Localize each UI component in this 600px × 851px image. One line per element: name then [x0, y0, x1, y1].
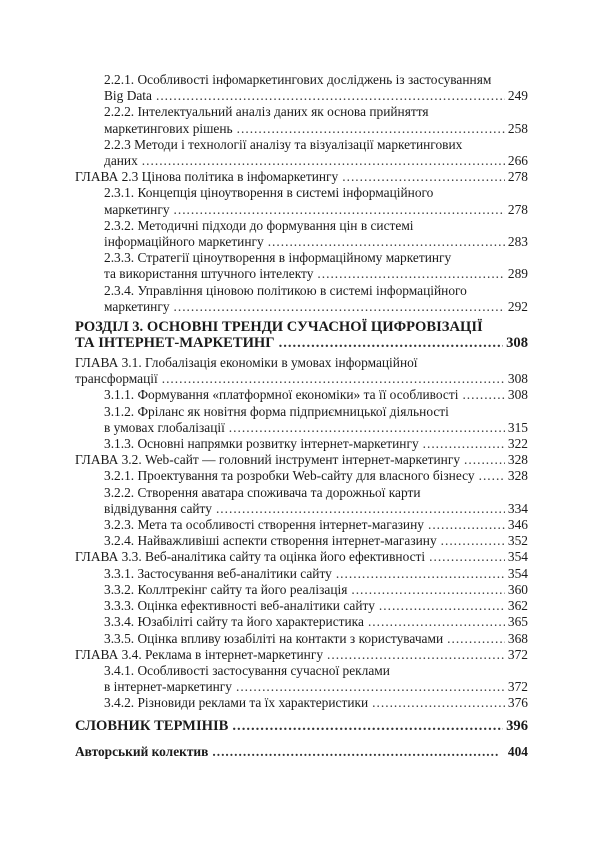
page-number: 376 — [507, 695, 528, 711]
dot-leader — [351, 582, 505, 598]
toc-entry-line — [104, 299, 528, 315]
dot-leader — [212, 743, 499, 760]
toc-entry-title: інформаційного маркетингу — [104, 234, 264, 250]
toc-entry-line — [104, 234, 528, 250]
toc-authors[interactable] — [75, 743, 528, 760]
toc-subsection-entry[interactable] — [75, 137, 528, 169]
toc-chapter-entry[interactable] — [75, 452, 528, 468]
toc-entry-line — [104, 436, 528, 452]
toc-entry-title: 2.3.1. Концепція ціноутворення в системі інформаційного — [104, 185, 434, 201]
toc-subsection-entry[interactable] — [75, 663, 528, 695]
toc-entry-title: 3.3.1. Застосування веб-аналітики сайту — [104, 565, 332, 581]
page-number: 354 — [507, 549, 528, 565]
glossary-title: СЛОВНИК ТЕРМІНІВ — [75, 717, 229, 734]
page-number: 249 — [507, 88, 528, 104]
toc-entry-title: 3.1.1. Формування «платформної економіки» та її особливості — [104, 387, 459, 403]
toc-entry-line — [104, 468, 528, 484]
toc-entry-title: 2.2.1. Особливості інфомаркетингових досліджень із застосуванням — [104, 72, 492, 87]
toc-entry-line — [104, 185, 528, 201]
page-number: 334 — [507, 500, 528, 516]
toc-subsection-entry[interactable] — [75, 404, 528, 436]
dot-leader — [232, 718, 503, 735]
dot-leader — [174, 299, 505, 315]
page-number: 308 — [507, 371, 528, 387]
dot-leader — [372, 695, 505, 711]
toc-entry-title: 3.2.4. Найважливіші аспекти створення інтернет-магазину — [104, 533, 437, 549]
page-number: 258 — [507, 120, 528, 136]
toc-entry-line — [104, 250, 528, 266]
toc-subsection-entry[interactable] — [75, 695, 528, 711]
toc-entry-title: ГЛАВА 3.3. Веб-аналітика сайту та оцінка його ефективності — [75, 549, 426, 565]
page-number: 278 — [507, 169, 528, 185]
toc-entry-line — [104, 679, 528, 695]
toc-entry-title: 3.3.2. Коллтрекінг сайту та його реалізація — [104, 581, 348, 597]
dot-leader — [441, 533, 505, 549]
toc-entry-line — [104, 631, 528, 647]
toc-entry-title: 2.2.3 Методи і технології аналізу та візуалізації маркетингових — [104, 136, 463, 152]
toc-entry-line — [104, 88, 528, 104]
toc-subsection-entry[interactable] — [75, 387, 528, 403]
page-number: 346 — [507, 517, 528, 533]
toc-chapter-entry[interactable] — [75, 355, 528, 387]
toc-entry-title: 3.1.2. Фріланс як новітня форма підприємницької діяльності — [104, 403, 449, 419]
toc-entry-title: 3.4.2. Різновиди реклами та їх характеристики — [104, 695, 369, 711]
toc-entry-line — [104, 202, 528, 218]
page-number: 283 — [507, 234, 528, 250]
toc-entry-title: маркетингу — [104, 298, 170, 314]
toc-entry-line — [104, 695, 528, 711]
toc-subsection-entry[interactable] — [75, 566, 528, 582]
toc-entry-title: відвідування сайту — [104, 500, 212, 516]
toc-subsection-entry[interactable] — [75, 598, 528, 614]
toc-entry-title: 3.3.3. Оцінка ефективності веб-аналітики сайту — [104, 598, 375, 614]
dot-leader — [464, 452, 505, 468]
page-number: 266 — [507, 153, 528, 169]
dot-leader — [279, 336, 504, 352]
toc-entry-title: 3.4.1. Особливості застосування сучасної реклами — [104, 662, 390, 678]
toc-chapter-entry[interactable] — [75, 169, 528, 185]
page-number: 352 — [507, 533, 528, 549]
toc-entry-title: 3.3.4. Юзабіліті сайту та його характеристика — [104, 614, 364, 630]
toc-subsection-entry[interactable] — [75, 436, 528, 452]
toc-entry-line — [104, 266, 528, 282]
table-of-contents — [75, 72, 528, 760]
toc-entry-line — [75, 452, 528, 468]
page-number: 308 — [507, 387, 528, 403]
page-number: 328 — [507, 468, 528, 484]
dot-leader — [428, 517, 505, 533]
toc-subsection-entry[interactable] — [75, 517, 528, 533]
dot-leader — [479, 468, 505, 484]
dot-leader — [174, 202, 505, 218]
page-number: 372 — [507, 646, 528, 662]
page-number: 278 — [507, 201, 528, 217]
dot-leader — [237, 121, 505, 137]
toc-entry-line — [104, 420, 528, 436]
toc-entry-line — [104, 663, 528, 679]
toc-entry-title: 3.2.2. Створення аватара споживача та дорожньої карти — [104, 484, 421, 500]
dot-leader — [317, 266, 505, 282]
dot-leader — [342, 169, 505, 185]
toc-entry-line — [104, 283, 528, 299]
toc-entry-line — [104, 218, 528, 234]
toc-entry-title: ГЛАВА 3.1. Глобалізація економіки в умовах інформаційної — [75, 355, 418, 371]
toc-entry-title: ГЛАВА 2.3 Цінова політика в інфомаркетингу — [75, 169, 339, 185]
toc-subsection-entry[interactable] — [75, 250, 528, 282]
toc-entry-line — [104, 501, 528, 517]
toc-subsection-entry[interactable] — [75, 283, 528, 315]
dot-leader — [156, 88, 505, 104]
toc-entry-line — [104, 582, 528, 598]
toc-entry-line — [104, 72, 528, 88]
toc-entry-line — [104, 104, 528, 120]
toc-entry-title: 2.2.2. Інтелектуальний аналіз даних як основа прийняття — [104, 104, 429, 120]
toc-entry-line — [104, 517, 528, 533]
toc-entry-line — [104, 533, 528, 549]
toc-entry-line — [104, 404, 528, 420]
toc-entry-title: трансформації — [75, 371, 158, 387]
toc-entry-title: в інтернет-маркетингу — [104, 679, 232, 695]
page-number: 328 — [507, 452, 528, 468]
page-number: 315 — [507, 419, 528, 435]
toc-entry-line — [104, 485, 528, 501]
toc-entry-title: Big Data — [104, 88, 152, 104]
page-number: 360 — [507, 581, 528, 597]
toc-subsection-entry[interactable] — [75, 72, 528, 104]
toc-entry-line — [75, 647, 528, 663]
page-number: 372 — [507, 679, 528, 695]
toc-section-3-line-1 — [75, 320, 528, 336]
toc-entry-title: маркетингових рішень — [104, 120, 233, 136]
toc-entry-title: 3.3.5. Оцінка впливу юзабіліті на контакти з користувачами — [104, 630, 444, 646]
dot-leader — [229, 420, 505, 436]
toc-entry-line — [104, 387, 528, 403]
dot-leader — [368, 614, 505, 630]
dot-leader — [379, 598, 505, 614]
page-number: 362 — [507, 598, 528, 614]
dot-leader — [447, 631, 505, 647]
dot-leader — [336, 566, 505, 582]
toc-entry-title: 2.3.4. Управління ціновою політикою в системі інформаційного — [104, 282, 467, 298]
toc-glossary[interactable] — [75, 718, 528, 735]
page-number: 292 — [507, 298, 528, 314]
toc-entry-title: 2.3.3. Стратегії ціноутворення в інформаційному маркетингу — [104, 250, 452, 266]
toc-subsection-entry[interactable] — [75, 582, 528, 598]
dot-leader — [162, 371, 505, 387]
toc-entry-line — [104, 153, 528, 169]
dot-leader — [268, 234, 505, 250]
dot-leader — [423, 436, 505, 452]
toc-entry-title: ГЛАВА 3.2. Web-сайт — головний інструмент інтернет-маркетингу — [75, 452, 461, 468]
toc-entry-line — [75, 169, 528, 185]
toc-section-3[interactable] — [75, 320, 528, 351]
dot-leader — [216, 501, 505, 517]
dot-leader — [142, 153, 505, 169]
toc-entry-title: ГЛАВА 3.4. Реклама в інтернет-маркетингу — [75, 646, 324, 662]
toc-entry-line — [104, 598, 528, 614]
toc-entry-line — [104, 566, 528, 582]
toc-entry-title: 2.3.2. Методичні підходи до формування цін в системі — [104, 217, 414, 233]
page-number: 289 — [507, 266, 528, 282]
page-number: 365 — [507, 614, 528, 630]
toc-section-3-title-line-2: ТА ІНТЕРНЕТ-МАРКЕТИНГ — [75, 334, 275, 351]
dot-leader — [327, 647, 505, 663]
toc-chapter-entry[interactable] — [75, 549, 528, 565]
page-number: 368 — [507, 630, 528, 646]
authors-title: Авторський колектив — [75, 743, 209, 759]
toc-entry-title: 3.1.3. Основні напрямки розвитку інтернет-маркетингу — [104, 436, 419, 452]
toc-section-3-line-2 — [75, 336, 528, 352]
toc-entry-line — [104, 614, 528, 630]
toc-subsection-entry[interactable] — [75, 631, 528, 647]
toc-subsection-entry[interactable] — [75, 468, 528, 484]
toc-subsection-entry[interactable] — [75, 485, 528, 517]
toc-entry-title: даних — [104, 153, 138, 169]
toc-entry-title: 3.2.1. Проектування та розробки Web-сайту для власного бізнесу — [104, 468, 475, 484]
toc-entry-title: маркетингу — [104, 201, 170, 217]
toc-entry-line — [104, 137, 528, 153]
toc-subsection-entry[interactable] — [75, 185, 528, 217]
toc-entry-line — [75, 549, 528, 565]
toc-subsection-entry[interactable] — [75, 533, 528, 549]
toc-block-section-3 — [75, 355, 528, 711]
toc-subsection-entry[interactable] — [75, 104, 528, 136]
toc-entry-line — [104, 121, 528, 137]
page-number: 322 — [507, 436, 528, 452]
toc-entry-line — [75, 371, 528, 387]
toc-entry-title: та використання штучного інтелекту — [104, 266, 314, 282]
page-number: 354 — [507, 565, 528, 581]
dot-leader — [236, 679, 505, 695]
page-number: 404 — [507, 743, 528, 759]
toc-entry-line — [75, 355, 528, 371]
dot-leader — [462, 387, 504, 403]
toc-subsection-entry[interactable] — [75, 218, 528, 250]
toc-entry-title: 3.2.3. Мета та особливості створення інтернет-магазину — [104, 517, 424, 533]
toc-chapter-entry[interactable] — [75, 647, 528, 663]
page-number: 308 — [506, 334, 528, 351]
toc-block-section-2 — [75, 72, 528, 315]
page-number: 396 — [506, 717, 528, 734]
dot-leader — [429, 549, 505, 565]
toc-section-3-title-line-1: РОЗДІЛ 3. ОСНОВНІ ТРЕНДИ СУЧАСНОЇ ЦИФРОВІЗАЦІЇ — [75, 319, 483, 336]
toc-subsection-entry[interactable] — [75, 614, 528, 630]
toc-entry-title: в умовах глобалізації — [104, 419, 225, 435]
